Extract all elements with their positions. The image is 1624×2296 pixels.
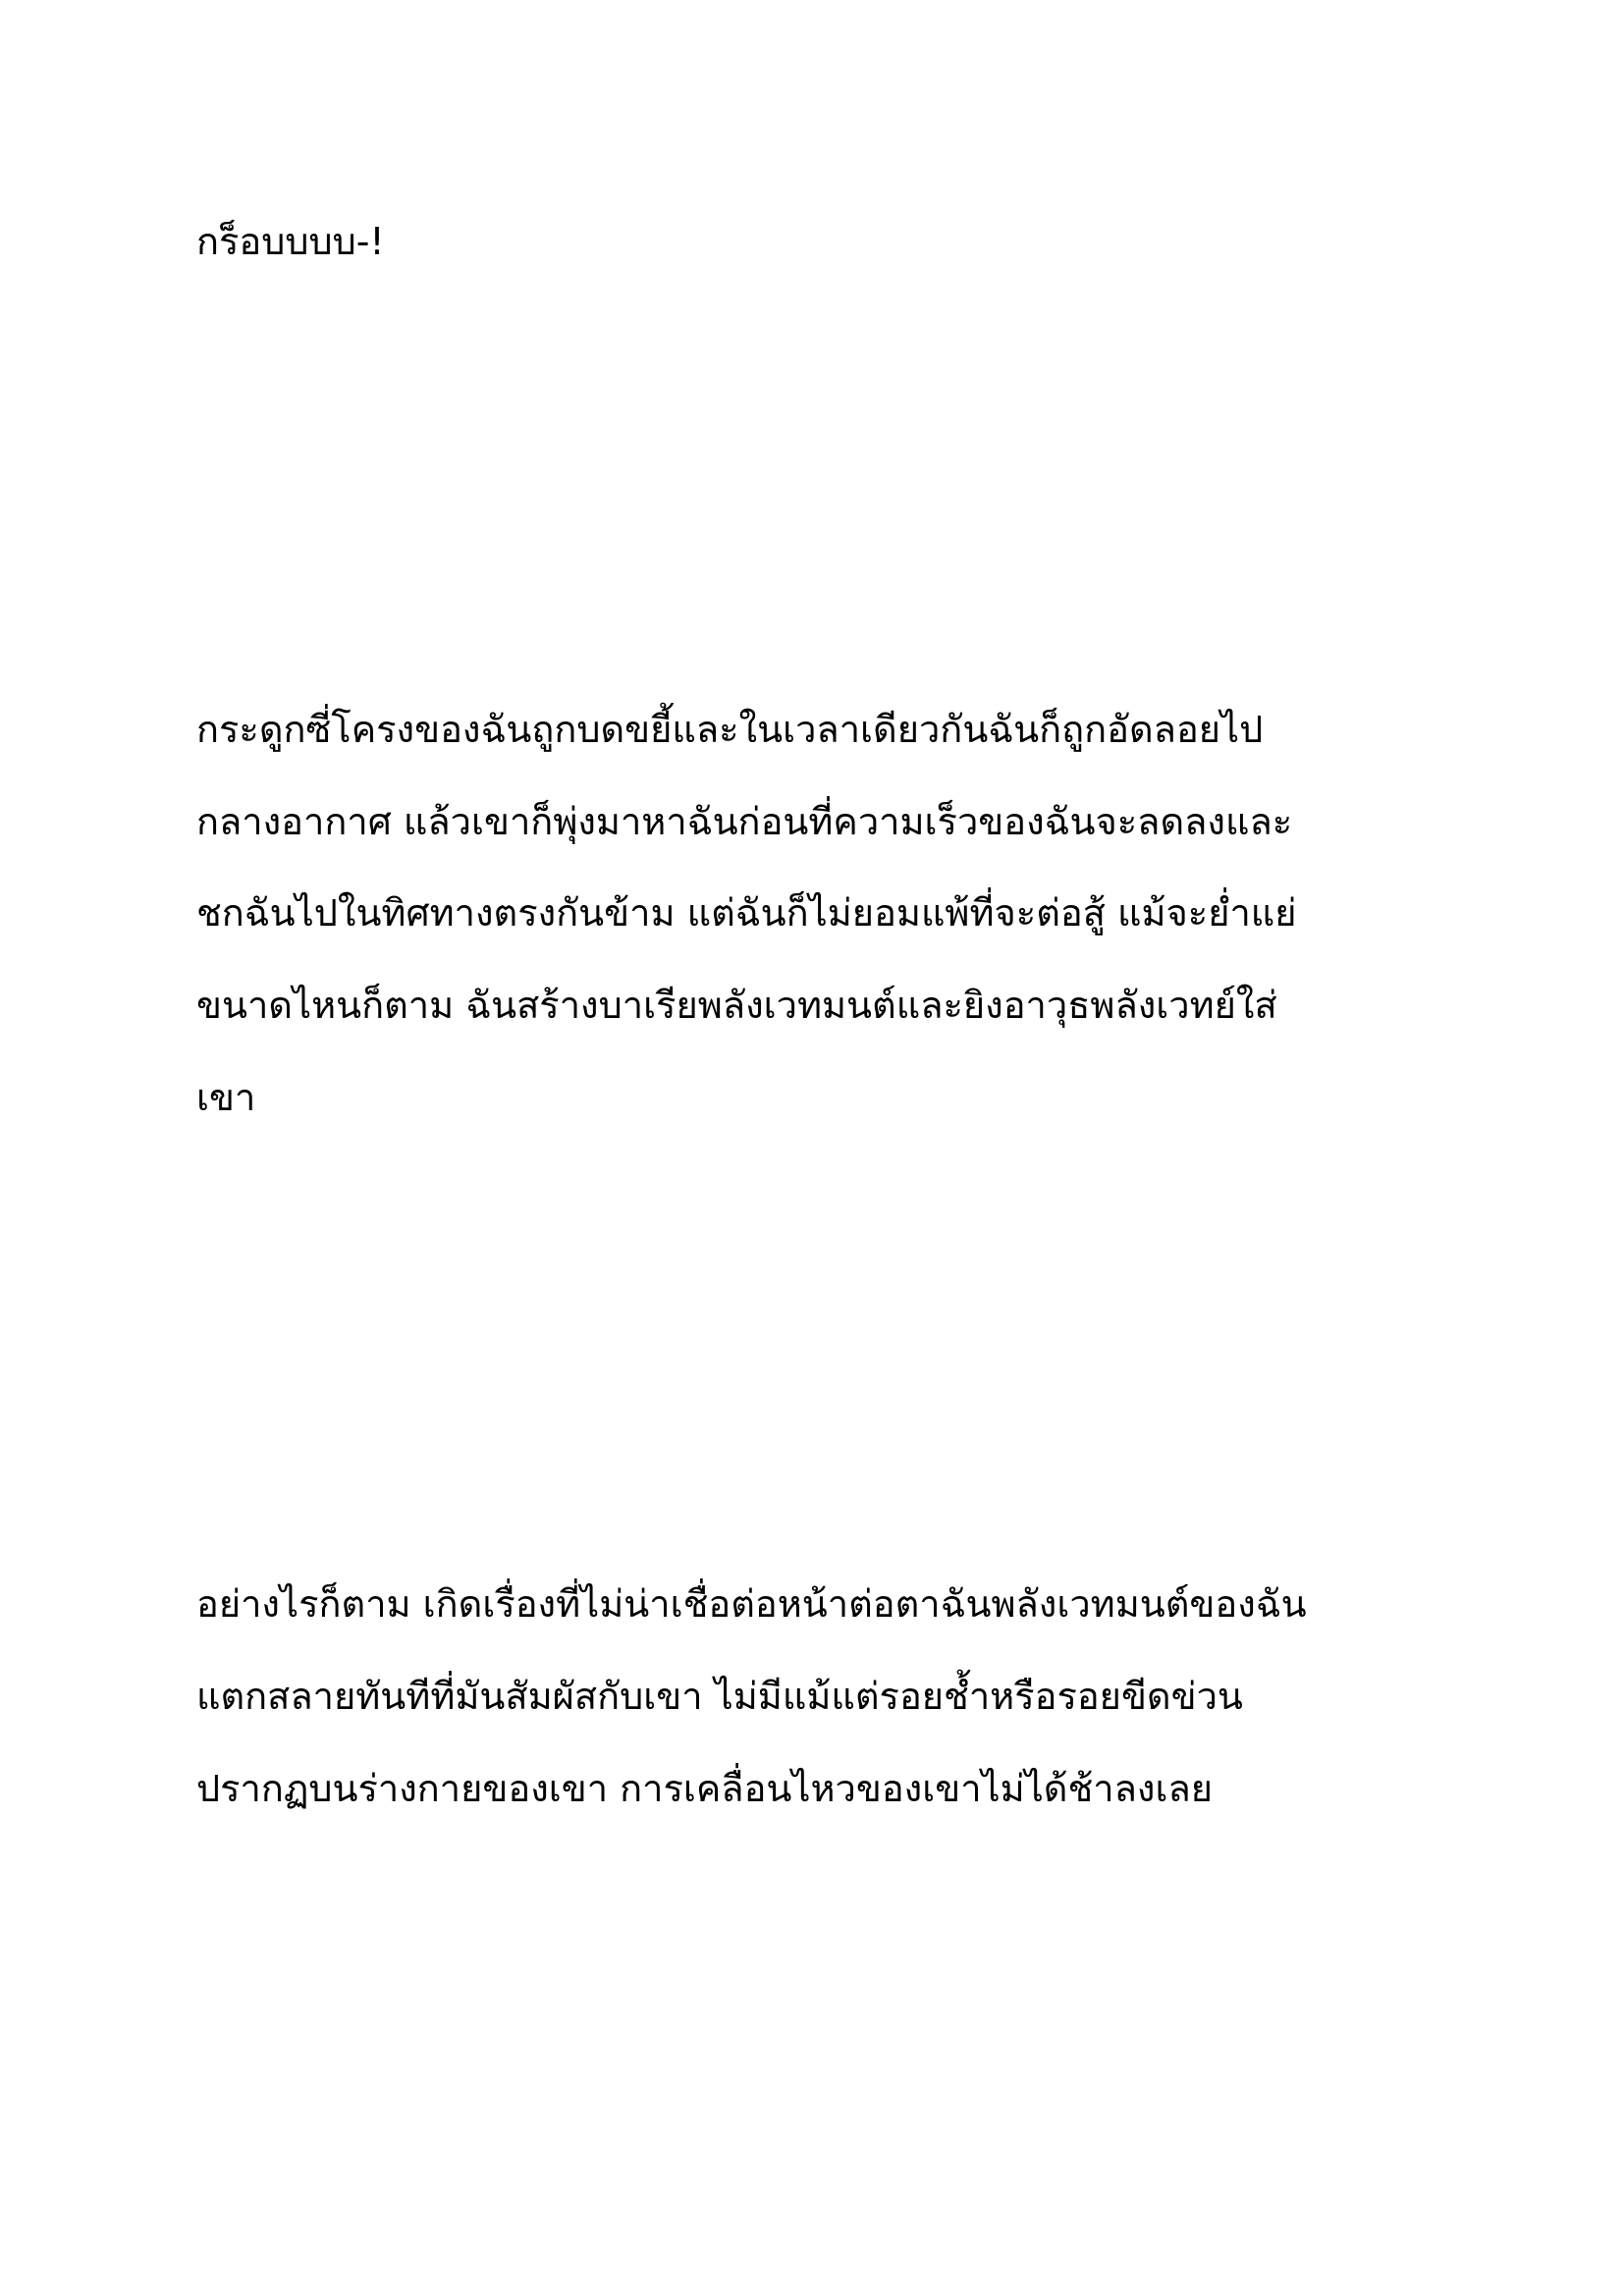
paragraph-1-line-1: กร็อบบบบ-! <box>196 220 385 263</box>
paragraph-2-line-2: กลางอากาศ แล้วเขาก็พุ่งมาหาฉันก่อนที่ความเร็วของฉันจะลดลงและ <box>196 800 1293 843</box>
paragraph-2-line-5: เขา <box>196 1076 256 1119</box>
paragraph-2-line-3: ชกฉันไปในทิศทางตรงกันข้าม แต่ฉันก็ไม่ยอมแพ้ที่จะต่อสู้ แม้จะย่ำแย่ <box>196 891 1297 934</box>
paragraph-3-line-1: อย่างไรก็ตาม เกิดเรื่องที่ไม่น่าเชื่อต่อหน้าต่อตาฉันพลังเวทมนต์ของฉัน <box>196 1582 1307 1626</box>
paragraph-3-line-2: แตกสลายทันทีที่มันสัมผัสกับเขา ไม่มีแม้แต่รอยช้ำหรือรอยขีดข่วน <box>196 1675 1243 1718</box>
paragraph-2-line-1: กระดูกซี่โครงของฉันถูกบดขยี้และในเวลาเดียวกันฉันก็ถูกอัดลอยไป <box>196 708 1264 751</box>
paragraph-3-line-3: ปรากฏบนร่างกายของเขา การเคลื่อนไหวของเขาไม่ได้ช้าลงเลย <box>196 1767 1213 1810</box>
paragraph-2-line-4: ขนาดไหนก็ตาม ฉันสร้างบาเรียพลังเวทมนต์และยิงอาวุธพลังเวทย์ใส่ <box>196 984 1277 1027</box>
